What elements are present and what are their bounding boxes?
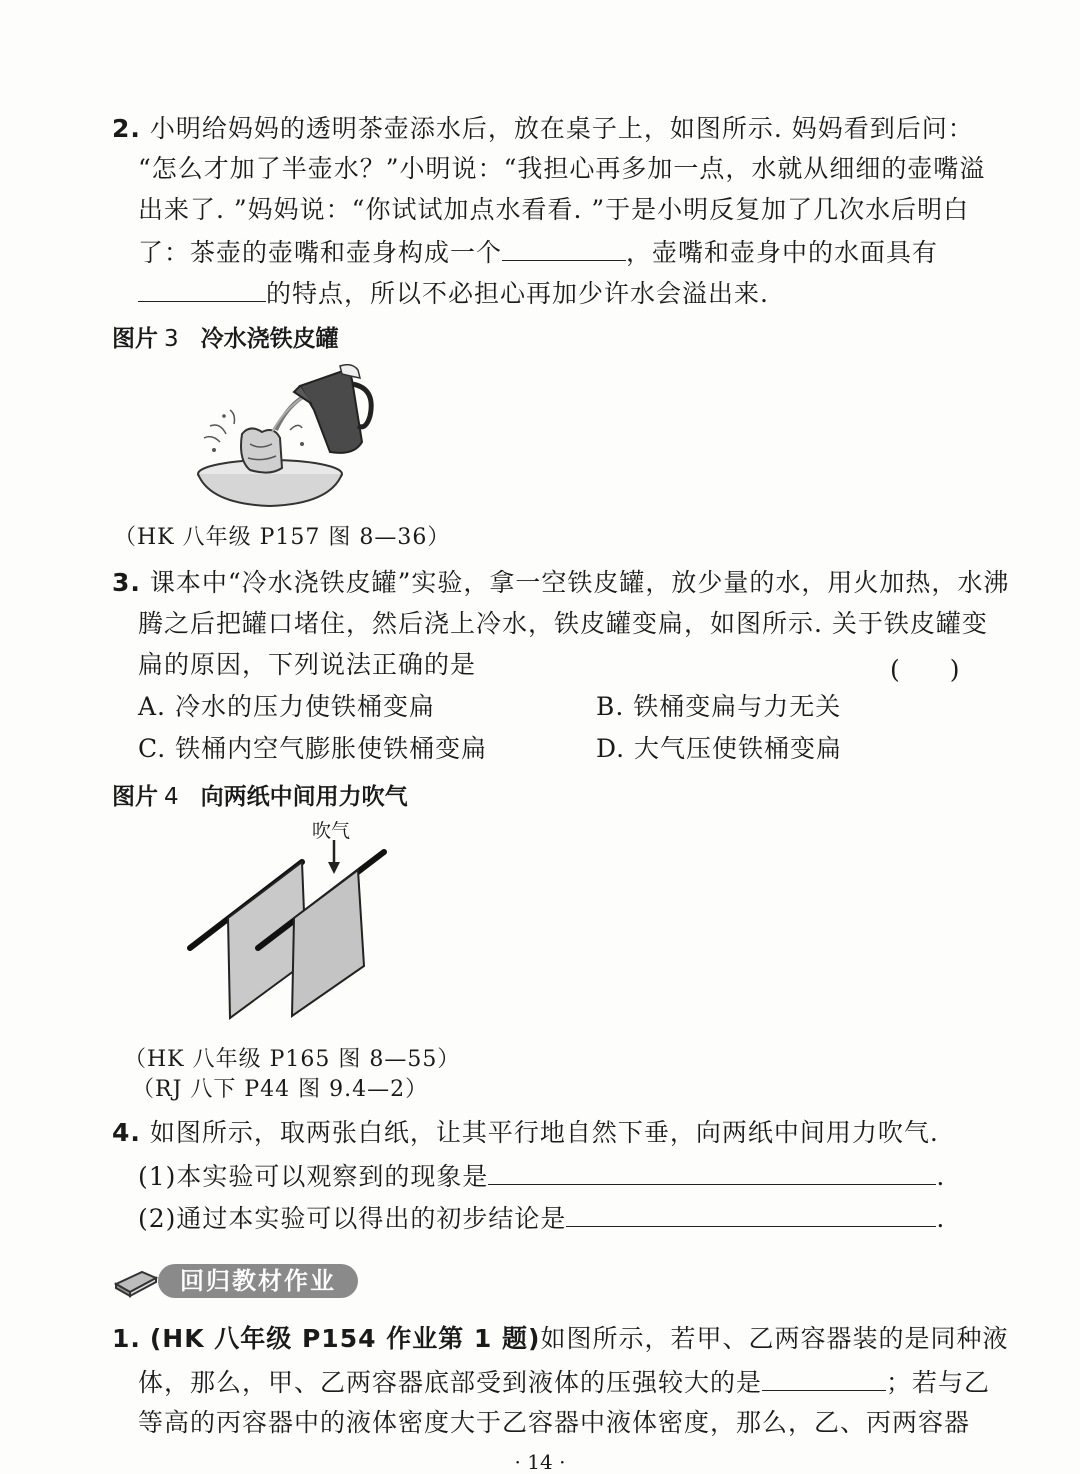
q4-blank-1[interactable] [488, 1158, 936, 1185]
q3-option-a[interactable]: A. 冷水的压力使铁桶变扁 [138, 692, 435, 721]
q4-number: 4. [112, 1118, 141, 1147]
q3-line-2: 腾之后把罐口堵住，然后浇上冷水，铁皮罐变扁，如图所示. 关于铁皮罐变 [138, 609, 988, 638]
figure-4-caption-2: （RJ 八下 P44 图 9.4—2） [132, 1077, 429, 1102]
hw1-source: (HK 八年级 P154 作业第 1 题) [149, 1324, 541, 1353]
q4-sub-1: (1)本实验可以观察到的现象是 . [138, 1158, 945, 1194]
figure-4-caption-1: （HK 八年级 P165 图 8—55） [124, 1047, 461, 1072]
q2-number: 2. [112, 114, 141, 143]
q3-option-b[interactable]: B. 铁桶变扁与力无关 [596, 692, 842, 721]
hw1-line-1: 1. (HK 八年级 P154 作业第 1 题)如图所示，若甲、乙两容器装的是同种液 [112, 1324, 1009, 1353]
q3-answer-paren[interactable]: ( ) [890, 655, 960, 684]
cold-water-can-illustration [190, 364, 380, 514]
q3-line-3: 扁的原因，下列说法正确的是 [138, 650, 477, 679]
q2-line-4: 了：茶壶的壶嘴和壶身构成一个 ，壶嘴和壶身中的水面具有 [138, 234, 938, 270]
figure-3-caption: （HK 八年级 P157 图 8—36） [114, 525, 451, 550]
q3-line-1: 3. 课本中“冷水浇铁皮罐”实验，拿一空铁皮罐，放少量的水，用火加热，水沸 [112, 568, 1010, 597]
section-title: 回归教材作业 [158, 1264, 358, 1298]
q2-blank-1[interactable] [502, 234, 626, 261]
hw1-number: 1. [112, 1324, 141, 1353]
hw1-blank-1[interactable] [762, 1364, 886, 1391]
q3-option-c[interactable]: C. 铁桶内空气膨胀使铁桶变扁 [138, 734, 488, 763]
q2-blank-2[interactable] [138, 275, 266, 302]
hw1-line-3: 等高的丙容器中的液体密度大于乙容器中液体密度，那么，乙、丙两容器 [138, 1408, 971, 1437]
blow-label: 吹气 [312, 820, 351, 842]
q4-line-1: 4. 如图所示，取两张白纸，让其平行地自然下垂，向两纸中间用力吹气. [112, 1118, 939, 1147]
q2-line-1: 2. 小明给妈妈的透明茶壶添水后，放在桌子上，如图所示. 妈妈看到后问： [112, 114, 974, 143]
q4-blank-2[interactable] [566, 1200, 936, 1227]
book-icon [112, 1266, 160, 1298]
q3-option-d[interactable]: D. 大气压使铁桶变扁 [596, 734, 843, 763]
q2-line-5: 的特点，所以不必担心再加少许水会溢出来. [138, 275, 769, 311]
q2-line-2: “怎么才加了半壶水？”小明说：“我担心再多加一点，水就从细细的壶嘴溢 [138, 154, 986, 183]
page-number: · 14 · [514, 1450, 566, 1474]
section-tag [112, 1262, 362, 1300]
two-papers-illustration [180, 840, 400, 1020]
hw1-line-2: 体，那么，甲、乙两容器底部受到液体的压强较大的是 ；若与乙 [138, 1364, 990, 1400]
q2-line-3: 出来了. ”妈妈说：“你试试加点水看看. ”于是小明反复加了几次水后明白 [138, 195, 970, 224]
q3-number: 3. [112, 568, 141, 597]
figure-3-heading: 图片 3 冷水浇铁皮罐 [112, 326, 339, 352]
figure-4-heading: 图片 4 向两纸中间用力吹气 [112, 784, 408, 810]
q4-sub-2: (2)通过本实验可以得出的初步结论是 . [138, 1200, 945, 1236]
